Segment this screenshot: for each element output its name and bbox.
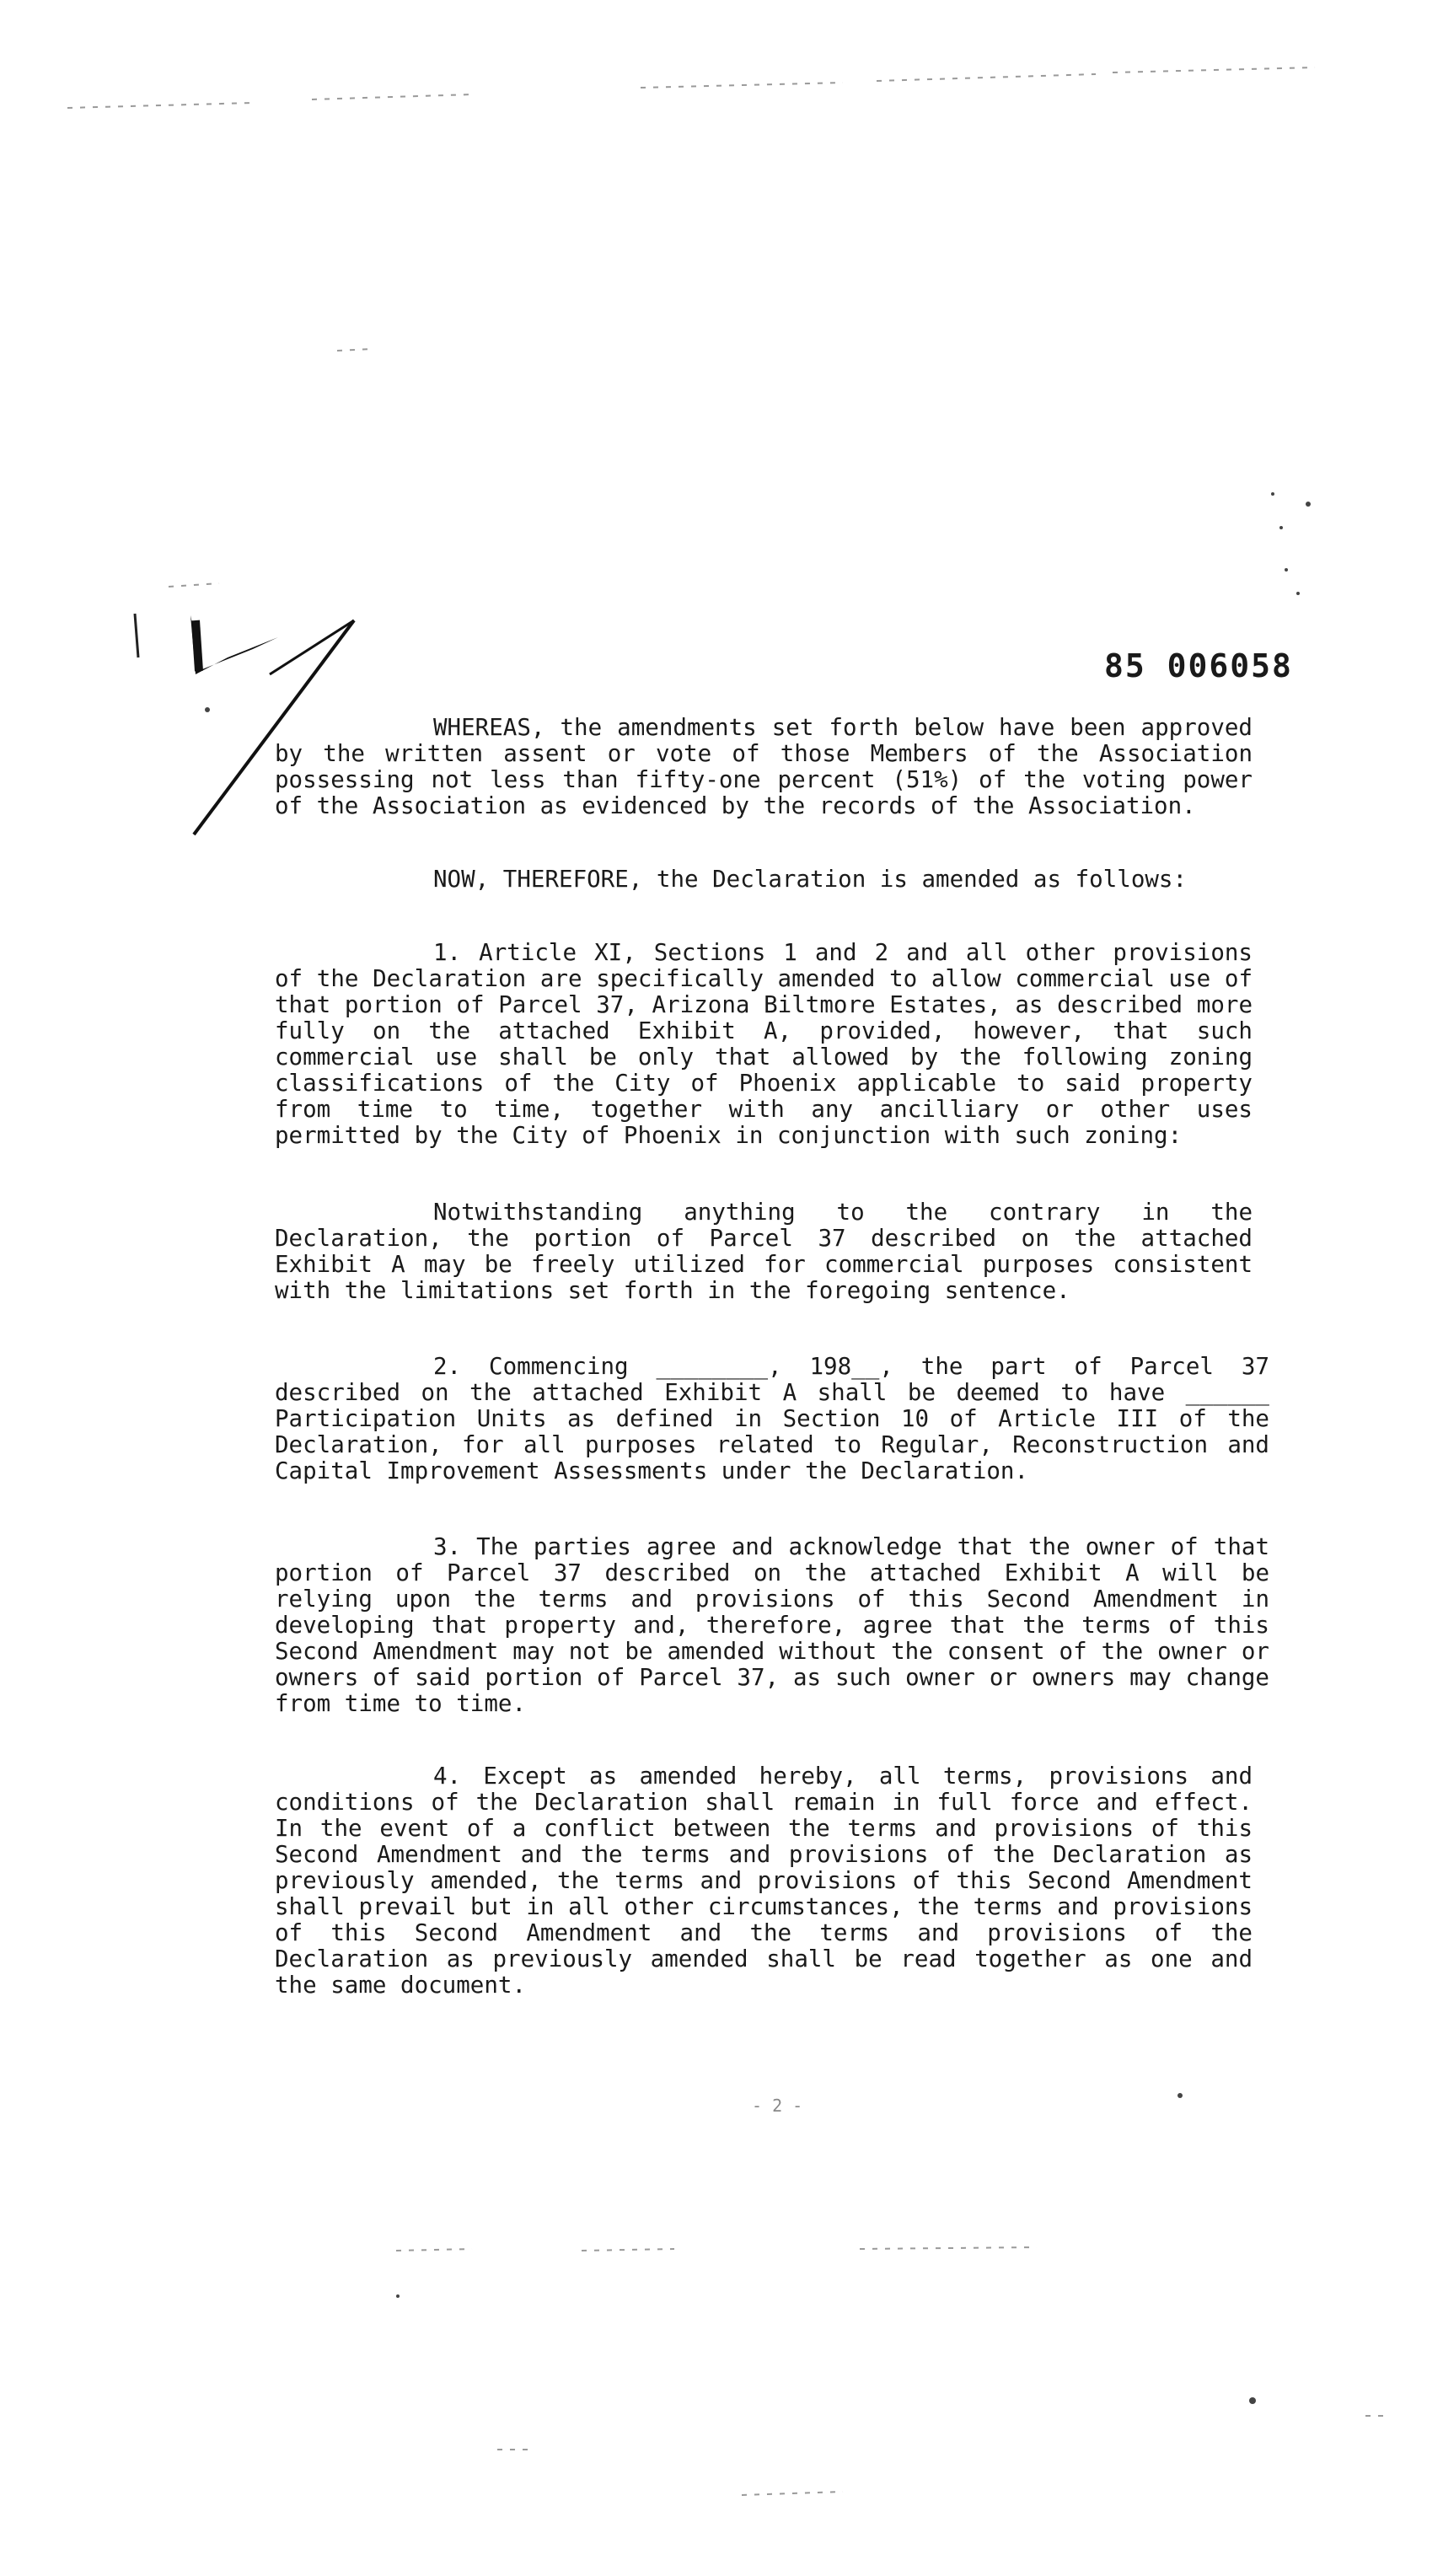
notwithstanding-text: Notwithstanding anything to the contrary in the Declaration, the portion of Parcel 37 described on the attached Exhibit A may be freely utilized for commercial purposes consistent with the limitations set forth in the foregoing sentence. (275, 1199, 1253, 1304)
whereas-paragraph (275, 715, 1253, 819)
item-4-paragraph (275, 1763, 1253, 1999)
item-2-paragraph (275, 1354, 1269, 1484)
item-3-paragraph (275, 1534, 1269, 1717)
document-number: 85 006058 (1104, 647, 1293, 684)
now-therefore-paragraph (275, 867, 1253, 893)
whereas-text: WHEREAS, the amendments set forth below have been approved by the written assent or vote of those Members of the Association possessing not less than fifty-one percent (51%) of the voting power of the Association as evidenced by the records of the Association. (275, 714, 1253, 819)
item-2-text: 2. Commencing ________, 198__, the part of Parcel 37 described on the attached Exhibit A shall be deemed to have ______ Participation Units as defined in Section 10 of Article III of the Declaration, for all purposes related to Regular, Reconstruction and Capital Improvement Assessments under the Declaration. (275, 1353, 1269, 1484)
page-number: - 2 - (752, 2096, 803, 2116)
notwithstanding-paragraph (275, 1199, 1253, 1304)
now-therefore-text: NOW, THEREFORE, the Declaration is amended as follows: (433, 866, 1188, 893)
item-1-text: 1. Article XI, Sections 1 and 2 and all other provisions of the Declaration are specifically amended to allow commercial use of that portion of Parcel 37, Arizona Biltmore Estates, as described more fully on the attached Exhibit A, provided, however, that such commercial use shall be only that allowed by the following zoning classifications of the City of Phoenix applicable to said property from time to time, together with any ancilliary or other uses permitted by the City of Phoenix in conjunction with such zoning: (275, 939, 1253, 1149)
item-1-paragraph (275, 940, 1253, 1149)
item-3-text: 3. The parties agree and acknowledge that the owner of that portion of Parcel 37 described on the attached Exhibit A will be relying upon the terms and provisions of this Second Amendment in developing that property and, therefore, agree that the terms of this Second Amendment may not be amended without the consent of the owner or owners of said portion of Parcel 37, as such owner or owners may change from time to time. (275, 1533, 1269, 1717)
item-4-text: 4. Except as amended hereby, all terms, provisions and conditions of the Declaration shall remain in full force and effect. In the event of a conflict between the terms and provisions of this Second Amendment and the terms and provisions of the Declaration as previously amended, the terms and provisions of this Second Amendment shall prevail but in all other circumstances, the terms and provisions of this Second Amendment and the terms and provisions of the Declaration as previously amended shall be read together as one and the same document. (275, 1763, 1253, 1999)
